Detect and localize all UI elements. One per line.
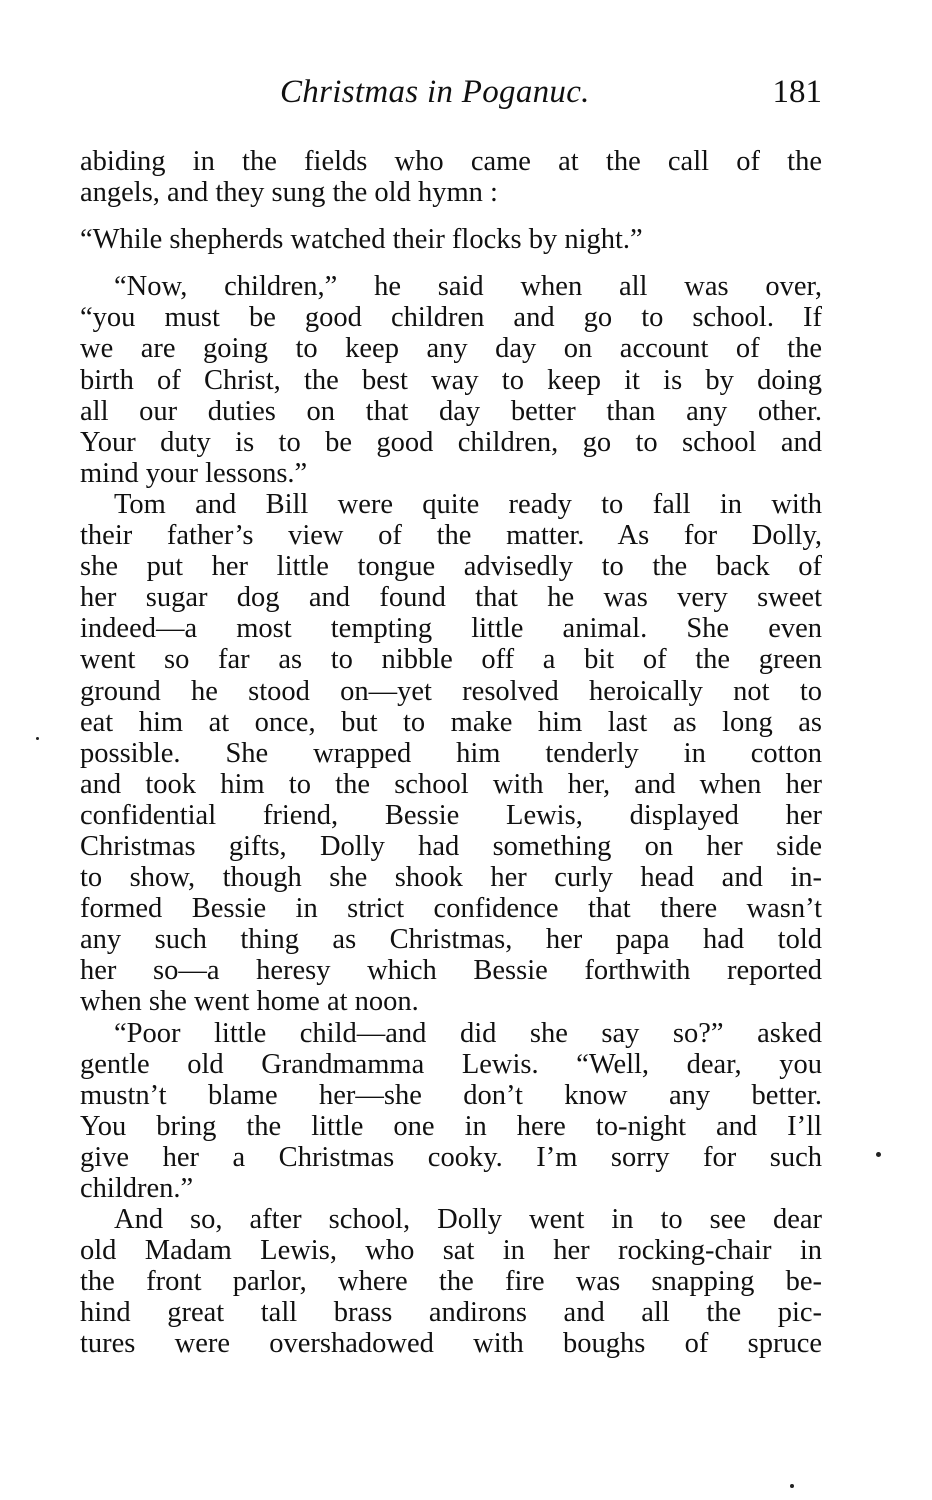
text-line: possible. She wrapped him tenderly in cotton xyxy=(80,737,822,769)
text-line: gentle old Grandmamma Lewis. “Well, dear, you xyxy=(80,1048,822,1080)
text-line: and took him to the school with her, and when her xyxy=(80,768,822,800)
text-line: mind your lessons.” xyxy=(80,457,308,489)
page-header xyxy=(80,74,822,118)
text-line: indeed—a most tempting little animal. She even xyxy=(80,613,822,645)
text-line: birth of Christ, the best way to keep it is by doing xyxy=(80,364,822,396)
print-speck xyxy=(790,1484,794,1488)
text-line: their father’s view of the matter. As for Dolly, xyxy=(80,520,822,552)
text-line: “Poor little child—and did she say so?” asked xyxy=(114,1017,822,1049)
text-line: “you must be good children and go to school. If xyxy=(80,302,822,334)
page-body xyxy=(80,146,822,1360)
text-line: her so—a heresy which Bessie forthwith reported xyxy=(80,955,822,987)
text-line: And so, after school, Dolly went in to see dear xyxy=(114,1204,822,1236)
text-line: went so far as to nibble off a bit of the green xyxy=(80,644,822,676)
text-line: hind great tall brass andirons and all the pic- xyxy=(80,1297,822,1329)
text-line: Christmas gifts, Dolly had something on her side xyxy=(80,830,822,862)
print-speck xyxy=(36,737,39,740)
text-line: ground he stood on—yet resolved heroically not to xyxy=(80,675,822,707)
text-line: give her a Christmas cooky. I’m sorry for such xyxy=(80,1141,822,1173)
text-line: any such thing as Christmas, her papa had told xyxy=(80,924,822,956)
text-line: we are going to keep any day on account of the xyxy=(80,333,822,365)
text-line: Tom and Bill were quite ready to fall in with xyxy=(114,488,822,520)
print-speck xyxy=(876,1152,881,1157)
text-line: “Now, children,” he said when all was over, xyxy=(114,271,822,303)
text-line: formed Bessie in strict confidence that there wasn’t xyxy=(80,893,822,925)
running-title: Christmas in Poganuc. xyxy=(280,74,590,110)
text-line: confidential friend, Bessie Lewis, displayed her xyxy=(80,799,822,831)
text-line: Your duty is to be good children, go to school and xyxy=(80,426,822,458)
text-line: “While shepherds watched their flocks by night.” xyxy=(80,224,643,256)
text-line: her sugar dog and found that he was very sweet xyxy=(80,582,822,614)
text-line: the front parlor, where the fire was snapping be- xyxy=(80,1266,822,1298)
text-line: old Madam Lewis, who sat in her rocking-chair in xyxy=(80,1235,822,1267)
text-line: tures were overshadowed with boughs of spruce xyxy=(80,1328,822,1360)
text-line: she put her little tongue advisedly to the back of xyxy=(80,551,822,583)
text-line: abiding in the fields who came at the call of the xyxy=(80,146,822,177)
text-line: eat him at once, but to make him last as long as xyxy=(80,706,822,738)
text-line: when she went home at noon. xyxy=(80,986,419,1018)
text-line: all our duties on that day better than any other. xyxy=(80,395,822,427)
text-line: angels, and they sung the old hymn : xyxy=(80,177,498,209)
text-line: to show, though she shook her curly head and in- xyxy=(80,862,822,894)
page-number: 181 xyxy=(772,74,822,110)
text-line: children.” xyxy=(80,1173,194,1204)
text-line: You bring the little one in here to-night and I’ll xyxy=(80,1110,822,1142)
text-line: mustn’t blame her—she don’t know any better. xyxy=(80,1079,822,1111)
